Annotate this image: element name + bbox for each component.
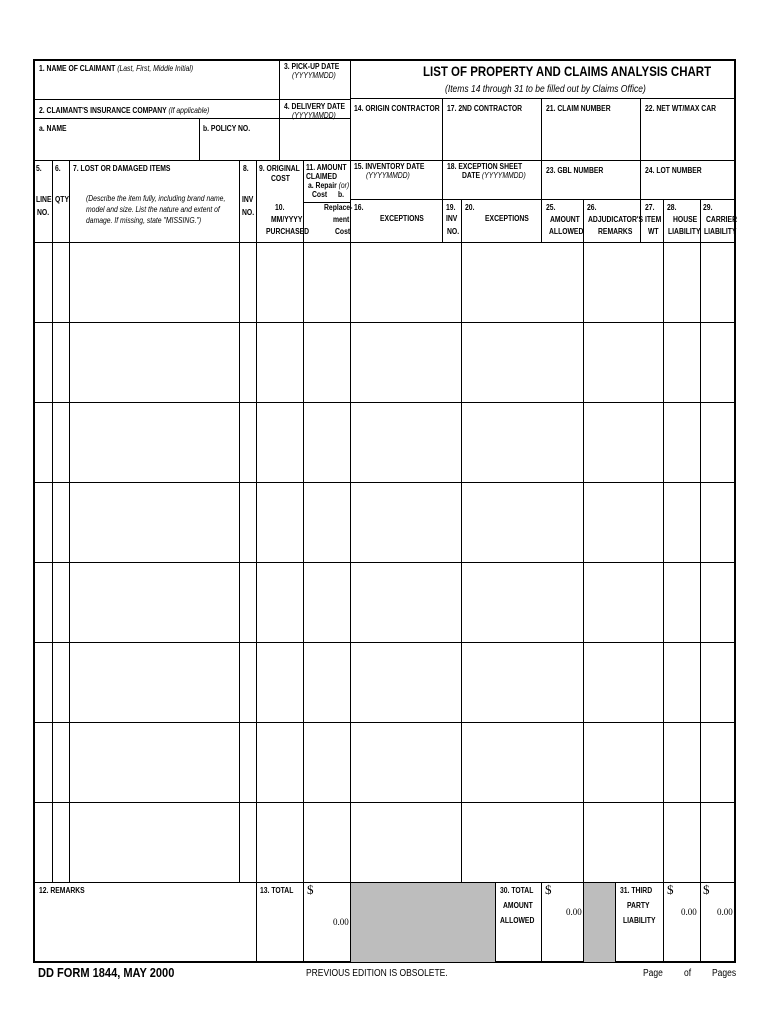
form-subtitle: (Items 14 through 31 to be filled out by Claims Office)	[445, 84, 646, 95]
field-3-label: 3. PICK-UP DATE	[284, 62, 340, 71]
allowed-value: 0.00	[566, 907, 582, 917]
pickup-date-field[interactable]	[282, 80, 348, 98]
col-11-label: 11. AMOUNT	[306, 163, 347, 172]
item-description-field[interactable]	[72, 485, 237, 560]
col-6-label: 6.	[55, 164, 61, 173]
col-5-label: 5.	[36, 164, 42, 173]
field-15-label: 15. INVENTORY DATE	[354, 162, 425, 171]
col-29-label: 29.	[703, 203, 713, 212]
item-description-field[interactable]	[72, 645, 237, 720]
delivery-date-field[interactable]	[282, 120, 348, 156]
col-10-label: 10.	[275, 203, 285, 212]
total-value: 0.00	[333, 917, 349, 927]
item-description-field[interactable]	[72, 245, 237, 320]
carrier-liability-value: 0.00	[717, 907, 733, 917]
field-14-label: 14. ORIGIN CONTRACTOR	[354, 104, 440, 113]
house-liability-value: 0.00	[681, 907, 697, 917]
pages-label: Pages	[712, 968, 737, 979]
previous-edition-note: PREVIOUS EDITION IS OBSOLETE.	[306, 968, 448, 979]
field-2a-label: a. NAME	[39, 124, 67, 133]
form-title: LIST OF PROPERTY AND CLAIMS ANALYSIS CHART	[423, 63, 712, 79]
field-18-label: 18. EXCEPTION SHEET	[447, 162, 523, 171]
col-19-label: 19.	[446, 203, 456, 212]
page-label: Page	[643, 968, 663, 979]
shaded-area	[351, 883, 495, 962]
field-12-label: 12. REMARKS	[39, 886, 85, 895]
field-24-label: 24. LOT NUMBER	[645, 166, 702, 175]
item-description-field[interactable]	[72, 325, 237, 400]
field-1-label: 1. NAME OF CLAIMANT (Last, First, Middle Initial)	[39, 64, 194, 73]
remarks-field[interactable]	[36, 897, 254, 961]
col-8-label: 8.	[243, 164, 249, 173]
insurance-name-field[interactable]	[36, 134, 198, 158]
col-16-label: 16.	[354, 203, 364, 212]
claimant-name-field[interactable]	[36, 74, 279, 98]
field-2b-label: b. POLICY NO.	[203, 124, 251, 133]
field-30-label: 30. TOTAL	[500, 886, 534, 895]
field-17-label: 17. 2ND CONTRACTOR	[447, 104, 523, 113]
field-22-label: 22. NET WT/MAX CAR	[645, 104, 717, 113]
field-21-label: 21. CLAIM NUMBER	[546, 104, 611, 113]
field-4-label: 4. DELIVERY DATE	[284, 102, 346, 111]
col-7-label: 7. LOST OR DAMAGED ITEMS	[73, 164, 171, 173]
shaded-area	[584, 883, 615, 962]
field-31-label: 31. THIRD	[620, 886, 653, 895]
form-id: DD FORM 1844, MAY 2000	[38, 965, 175, 980]
item-description-field[interactable]	[72, 725, 237, 800]
field-13-label: 13. TOTAL	[260, 886, 294, 895]
item-description-field[interactable]	[72, 405, 237, 480]
col-20-label: 20.	[465, 203, 475, 212]
of-label: of	[684, 968, 692, 979]
item-description-field[interactable]	[72, 565, 237, 640]
col-25-label: 25.	[546, 203, 556, 212]
col-26-label: 26.	[587, 203, 597, 212]
item-description-field[interactable]	[72, 805, 237, 880]
field-23-label: 23. GBL NUMBER	[546, 166, 604, 175]
col-27-label: 27.	[645, 203, 655, 212]
col-9-label: 9. ORIGINAL	[259, 164, 300, 173]
col-28-label: 28.	[667, 203, 677, 212]
field-2-label: 2. CLAIMANT'S INSURANCE COMPANY (If applicable)	[39, 106, 210, 115]
